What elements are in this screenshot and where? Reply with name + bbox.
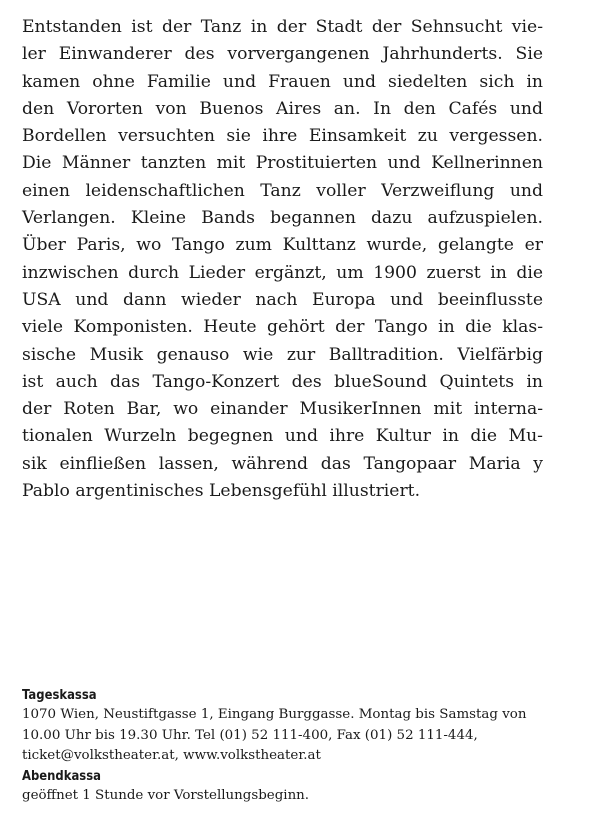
article-line: sik einfließen lassen, während das Tangopaar Maria y [22,453,543,474]
article-line: einen leidenschaftlichen Tanz voller Verzweiflung und [22,180,543,201]
article-line: Die Männer tanzten mit Prostituierten und Kellnerinnen [22,153,543,174]
tageskassa-heading: Tageskassa [22,687,97,703]
article-line: tionalen Wurzeln begegnen und ihre Kultur in die Mu- [22,426,543,447]
article-line: der Roten Bar, wo einander MusikerInnen mit interna- [22,399,543,420]
article-line: inzwischen durch Lieder ergänzt, um 1900 zuerst in die [22,262,543,283]
article-line: USA und dann wieder nach Europa und beeinflusste [22,289,543,310]
article-line: Bordellen versuchten sie ihre Einsamkeit zu vergessen. [22,126,543,147]
article-line: Verlangen. Kleine Bands begannen dazu aufzuspielen. [22,208,543,229]
tageskassa-details [22,705,547,767]
box-office-info [22,686,547,806]
article-line: kamen ohne Familie und Frauen und siedelten sich in [22,71,543,92]
tageskassa-line: 10.00 Uhr bis 19.30 Uhr. Tel (01) 52 111-400, Fax (01) 52 111-444, [22,727,478,743]
abendkassa-details [22,786,547,807]
article-line: Entstanden ist der Tanz in der Stadt der Sehnsucht vie- [22,17,543,37]
article-line: Über Paris, wo Tango zum Kulttanz wurde, gelangte er [22,235,543,256]
article-body [22,14,543,505]
article-line: sische Musik genauso wie zur Balltradition. Vielfärbig [22,344,543,365]
article-line: ler Einwanderer des vorvergangenen Jahrhunderts. Sie [22,44,543,65]
article-line: den Vororten von Buenos Aires an. In den Cafés und [22,98,543,119]
article-line: Pablo argentinisches Lebensgefühl illustriert. [22,481,421,502]
tageskassa-line: ticket@volkstheater.at, www.volkstheater.at [22,748,321,763]
article-line: viele Komponisten. Heute gehört der Tango in die klas- [22,317,543,338]
article-line: ist auch das Tango-Konzert des blueSound Quintets in [22,371,543,392]
abendkassa-line: geöffnet 1 Stunde vor Vorstellungsbeginn. [22,787,310,803]
tageskassa-line: 1070 Wien, Neustiftgasse 1, Eingang Burggasse. Montag bis Samstag von [22,707,527,722]
abendkassa-heading: Abendkassa [22,767,101,784]
